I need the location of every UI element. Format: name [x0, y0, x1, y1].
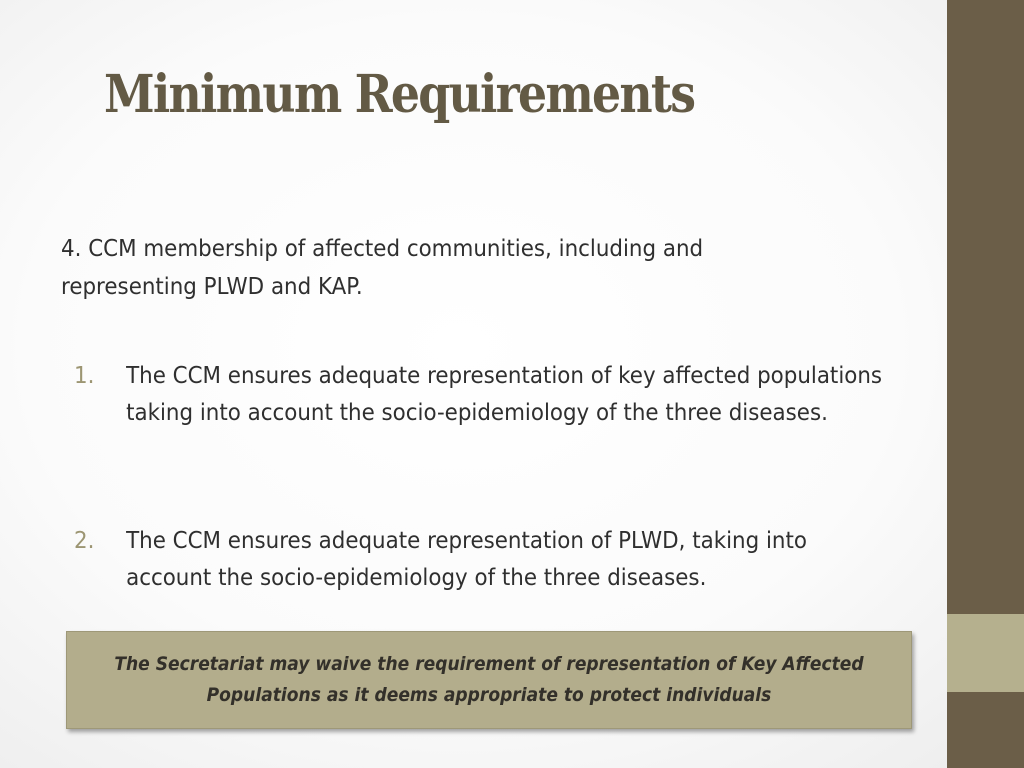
list-item-text: The CCM ensures adequate representation of key affected populations taking into account the socio-epidemiology of the three diseases. [126, 363, 883, 426]
slide-title: Minimum Requirements [104, 64, 695, 125]
note-box [66, 631, 912, 729]
note-text: The Secretariat may waive the requirement of representation of Key Affected Populations as it deems appropriate to protect individuals [114, 653, 864, 706]
sidebar-accent-block [947, 614, 1024, 692]
list-item-text: The CCM ensures adequate representation of PLWD, taking into account the socio-epidemiology of the three diseases. [126, 528, 807, 591]
list-item-2 [74, 523, 892, 597]
list-item-number: 2. [74, 528, 95, 554]
list-item-number: 1. [74, 363, 95, 389]
list-item-1 [74, 358, 892, 432]
intro-paragraph: 4. CCM membership of affected communities, including and representing PLWD and KAP. [61, 236, 704, 300]
